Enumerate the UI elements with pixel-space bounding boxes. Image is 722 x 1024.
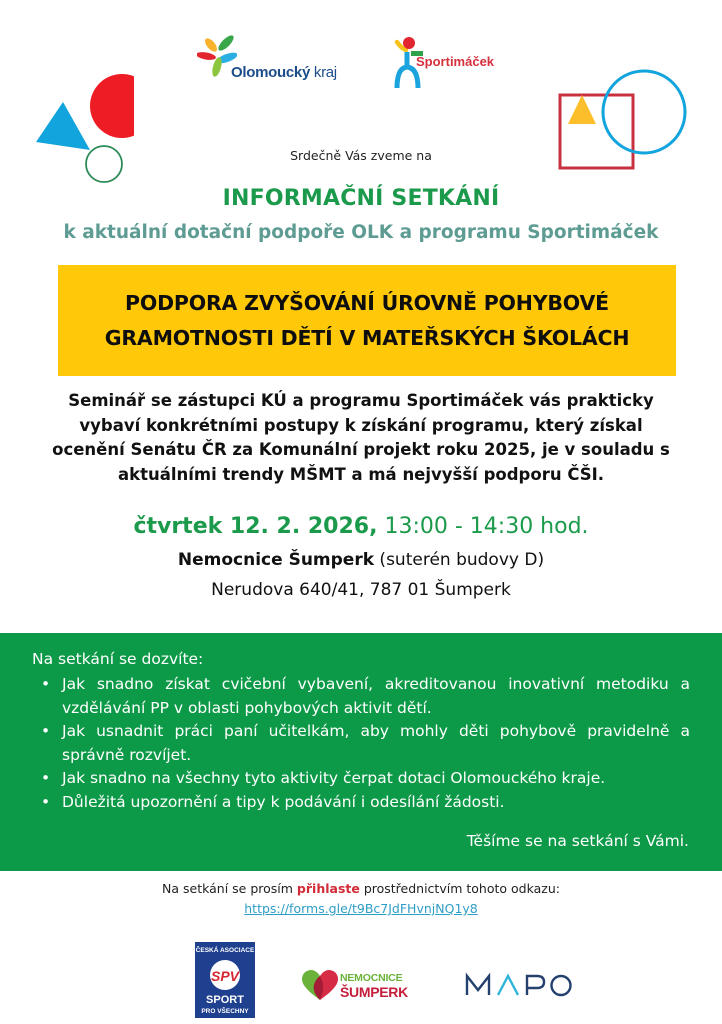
mapo-logo-graphic — [464, 970, 574, 1000]
heart-icon — [302, 970, 338, 1002]
registration-text — [0, 881, 722, 896]
seminar-line: ocenění Senátu ČR za Komunální projekt roku 2025, je v souladu s — [52, 440, 670, 459]
info-item: • Jak usnadnit práci paní učitelkám, aby mohly děti pohybově pravidelně a správně rozvíjet. — [36, 720, 690, 767]
seminar-line: vybaví konkrétními postupy k získání programu, který získal — [79, 415, 643, 435]
seminar-line: aktuálními trendy MŠMT a má nejvyšší podporu ČŠI. — [117, 464, 605, 484]
info-item: • Jak snadno získat cvičební vybavení, akreditovanou inovativní metodiku a vzdělávání PP v oblasti pohybových aktivit dětí. — [36, 673, 690, 720]
spv-bottom2-text: PRO VŠECHNY — [201, 1008, 249, 1015]
info-list — [36, 673, 690, 814]
sportimacek-logo — [393, 34, 523, 90]
info-item: • Důležitá upozornění a tipy k podávání i odesílání žádosti. — [36, 791, 690, 815]
info-item: • Jak snadno na všechny tyto aktivity čerpat dotaci Olomouckého kraje. — [36, 767, 690, 791]
sport-pro-vsechny-logo-graphic — [195, 942, 255, 1018]
registration-before: Na setkání se prosím — [162, 881, 297, 896]
olk-logo-bold: Olomoucký — [231, 64, 310, 81]
seminar-description — [40, 389, 682, 487]
venue-note: (suterén budovy D) — [374, 550, 545, 570]
spv-top-text: ČESKÁ ASOCIACE — [195, 947, 255, 954]
registration-link-row — [0, 901, 722, 916]
nemocnice-line1: NEMOCNICE — [340, 972, 403, 984]
mapo-logo — [464, 970, 574, 1000]
registration-after: prostřednictvím tohoto odkazu: — [359, 881, 560, 896]
caspv-logo — [195, 942, 255, 1018]
event-venue — [0, 550, 722, 570]
decorative-shapes-left — [34, 72, 134, 190]
nemocnice-sumperk-logo — [302, 968, 432, 1004]
topic-banner — [58, 265, 676, 376]
olk-logo-light: kraj — [313, 64, 337, 81]
banner-line-1: PODPORA ZVYŠOVÁNÍ ÚROVNĚ POHYBOVÉ — [125, 290, 609, 315]
event-datetime — [0, 514, 722, 539]
seminar-line: Seminář se zástupci KÚ a programu Sportimáček vás prakticky — [68, 391, 654, 410]
registration-highlight: přihlaste — [296, 881, 360, 896]
blue-ring-shape — [603, 71, 685, 153]
event-date: čtvrtek 12. 2. 2026, — [133, 514, 378, 539]
closing-text: Těšíme se na setkání s Vámi. — [466, 832, 689, 850]
info-lead: Na setkání se dozvíte: — [32, 650, 204, 668]
invite-text: Srdečně Vás zveme na — [290, 148, 432, 163]
olomoucky-kraj-logo — [197, 34, 357, 84]
spv-bottom1-text: SPORT — [206, 994, 244, 1006]
spv-mid-text: SPV — [210, 968, 240, 984]
venue-name: Nemocnice Šumperk — [177, 550, 375, 570]
yellow-triangle-shape — [568, 95, 596, 124]
event-address: Nerudova 640/41, 787 01 Šumperk — [211, 580, 511, 600]
blue-triangle-shape — [36, 102, 90, 150]
banner-line-2: GRAMOTNOSTI DĚTÍ V MATEŘSKÝCH ŠKOLÁCH — [104, 325, 630, 350]
red-circle-shape — [90, 74, 134, 138]
nemocnice-line2: ŠUMPERK — [340, 984, 408, 1000]
page-title: INFORMAČNÍ SETKÁNÍ — [222, 186, 500, 211]
sportimacek-logo-text: Sportimáček — [416, 54, 495, 69]
info-box — [0, 633, 722, 871]
registration-link[interactable]: https://forms.gle/t9Bc7JdFHvnjNQ1y8 — [244, 901, 478, 916]
event-time: 13:00 - 14:30 hod. — [377, 514, 589, 539]
page-subtitle: k aktuální dotační podpoře OLK a programu Sportimáček — [63, 222, 659, 243]
